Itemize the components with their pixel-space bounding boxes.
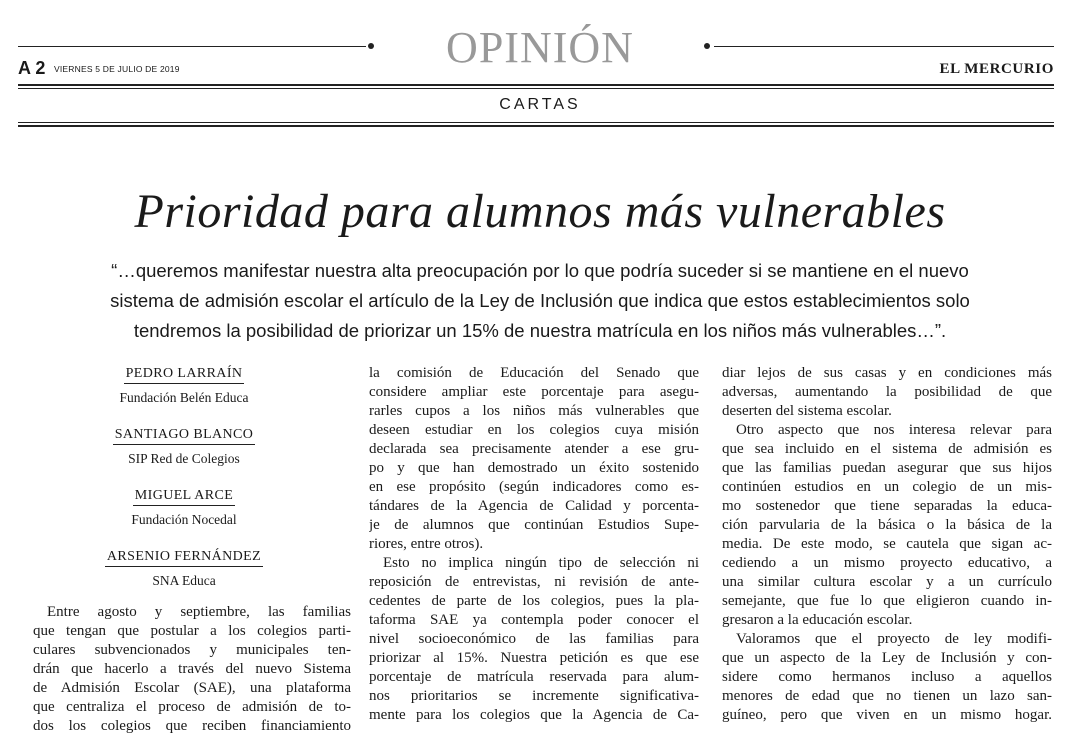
body-line: adversas, aumentando la posibilidad de que	[722, 384, 1052, 400]
body-line: culares subvencionados y municipales ten-	[33, 642, 351, 658]
body-line: en ese propósito (según indicadores como es-	[369, 479, 699, 495]
article-headline: Prioridad para alumnos más vulnerables	[134, 185, 946, 238]
header-rule-double-top	[18, 84, 1054, 86]
subsection-rule-bottom	[18, 125, 1054, 127]
body-line: que tengan que postular a los colegios parti-	[33, 623, 351, 639]
body-line: de Admisión Escolar (SAE), una plataforma	[33, 680, 351, 696]
body-line: deserten del sistema escolar.	[722, 403, 892, 419]
body-line: semejante, que fue lo que eligieron cuando in-	[722, 593, 1052, 609]
body-column-1	[33, 603, 351, 736]
body-column-2	[369, 364, 699, 725]
page-date: VIERNES 5 DE JULIO DE 2019	[54, 64, 180, 74]
body-line: la comisión de Educación del Senado que	[369, 365, 699, 381]
body-line: nos prioritarios se incremente significativa-	[369, 688, 699, 704]
body-line: guíneo, pero que viven en un mismo hogar.	[722, 707, 1052, 723]
body-line: mo sostenedor que tiene separadas la educa-	[722, 498, 1052, 514]
section-title: OPINIÓN	[446, 23, 634, 72]
body-line: Entre agosto y septiembre, las familias	[47, 604, 351, 620]
body-line: continúen estudios en un colegio de un mis-	[722, 479, 1052, 495]
body-line: je de alumnos que continúan Estudios Supe-	[369, 517, 699, 533]
body-line: que un aspecto de la Ley de Inclusión y con-	[722, 650, 1052, 666]
body-line: Valoramos que el proyecto de ley modifi-	[736, 631, 1052, 647]
subsection-rule-top	[18, 122, 1054, 123]
body-line: mente para los colegios que la Agencia de Ca-	[369, 707, 699, 723]
body-line: dos los colegios que reciben financiamiento	[33, 718, 351, 734]
body-line: gresaron a la educación escolar.	[722, 612, 913, 628]
signatory-org: SIP Red de Colegios	[128, 451, 240, 466]
body-line: declarada sea precisamente atender a ese gru-	[369, 441, 699, 457]
page-number: A 2	[18, 58, 46, 78]
signatory	[98, 425, 270, 467]
signatory-name: ARSENIO FERNÁNDEZ	[105, 549, 263, 567]
body-line: porcentaje de matrícula reservada para alum-	[369, 669, 699, 685]
body-line: diar lejos de sus casas y en condiciones más	[722, 365, 1052, 381]
body-line: menores de edad que no tienen un lazo san-	[722, 688, 1052, 704]
signatory	[98, 486, 270, 528]
body-line: po y que han demostrado un éxito sostenido	[369, 460, 699, 476]
body-line: considere ampliar este porcentaje para asegu-	[369, 384, 699, 400]
body-line: priorizar al 15%. Nuestra petición es que ese	[369, 650, 699, 666]
pull-quote-line: “…queremos manifestar nuestra alta preocupación por lo que podría suceder si se mantiene en el nuevo	[111, 260, 969, 281]
signatory-org: Fundación Nocedal	[131, 512, 237, 527]
body-column-3	[722, 364, 1052, 725]
pull-quote-line: sistema de admisión escolar el artículo de la Ley de Inclusión que indica que estos establecimientos solo	[110, 290, 970, 311]
body-line: media. De este modo, se cautela que sigan ac-	[722, 536, 1052, 552]
body-line: taforma SAE ya contempla poder conocer el	[369, 612, 699, 628]
body-line: drán que hacerlo a través del nuevo Sistema	[33, 661, 351, 677]
pull-quote-line: tendremos la posibilidad de priorizar un 15% de nuestra matrícula en los niños más vulnerables…”.	[133, 320, 947, 341]
body-line: tándares de la Agencia de Calidad y porcenta-	[369, 498, 699, 514]
signatory-name: SANTIAGO BLANCO	[113, 427, 256, 445]
newspaper-brand: EL MERCURIO	[939, 61, 1054, 77]
signatory	[98, 364, 270, 406]
body-line: Esto no implica ningún tipo de selección ni	[383, 555, 699, 571]
body-line: cediendo a un mismo proyecto educativo, a	[722, 555, 1052, 571]
body-line: riores, entre otros).	[369, 536, 484, 552]
signatory-name: PEDRO LARRAÍN	[124, 366, 245, 384]
signatory-org: SNA Educa	[152, 573, 216, 588]
body-line: que las familias puedan asegurar que sus hijos	[722, 460, 1052, 476]
body-line: reposición de entrevistas, ni revisión de ante-	[369, 574, 699, 590]
signatory-name: MIGUEL ARCE	[133, 488, 235, 506]
header-rule-double-bottom	[18, 88, 1054, 89]
body-line: cedentes de parte de los colegios, pues la pla-	[369, 593, 699, 609]
body-line: una similar cultura escolar y a un currículo	[722, 574, 1052, 590]
signatory	[98, 547, 270, 589]
body-line: ción parvularia de la básica o la básica de la	[722, 517, 1052, 533]
body-line: deseen estudiar en los colegios cuya misión	[369, 422, 699, 438]
body-line: rarles cupos a los niños más vulnerables que	[369, 403, 699, 419]
body-line: que sea incluido en el sistema de admisión es	[722, 441, 1052, 457]
subsection-title: CARTAS	[499, 96, 581, 113]
body-line: sidere como hermanos incluso a aquellos	[722, 669, 1052, 685]
body-line: Otro aspecto que nos interesa relevar para	[736, 422, 1052, 438]
body-line: nivel socioeconómico de las familias para	[369, 631, 699, 647]
body-line: que centraliza el proceso de admisión de to-	[33, 699, 351, 715]
signatory-org: Fundación Belén Educa	[119, 390, 249, 405]
